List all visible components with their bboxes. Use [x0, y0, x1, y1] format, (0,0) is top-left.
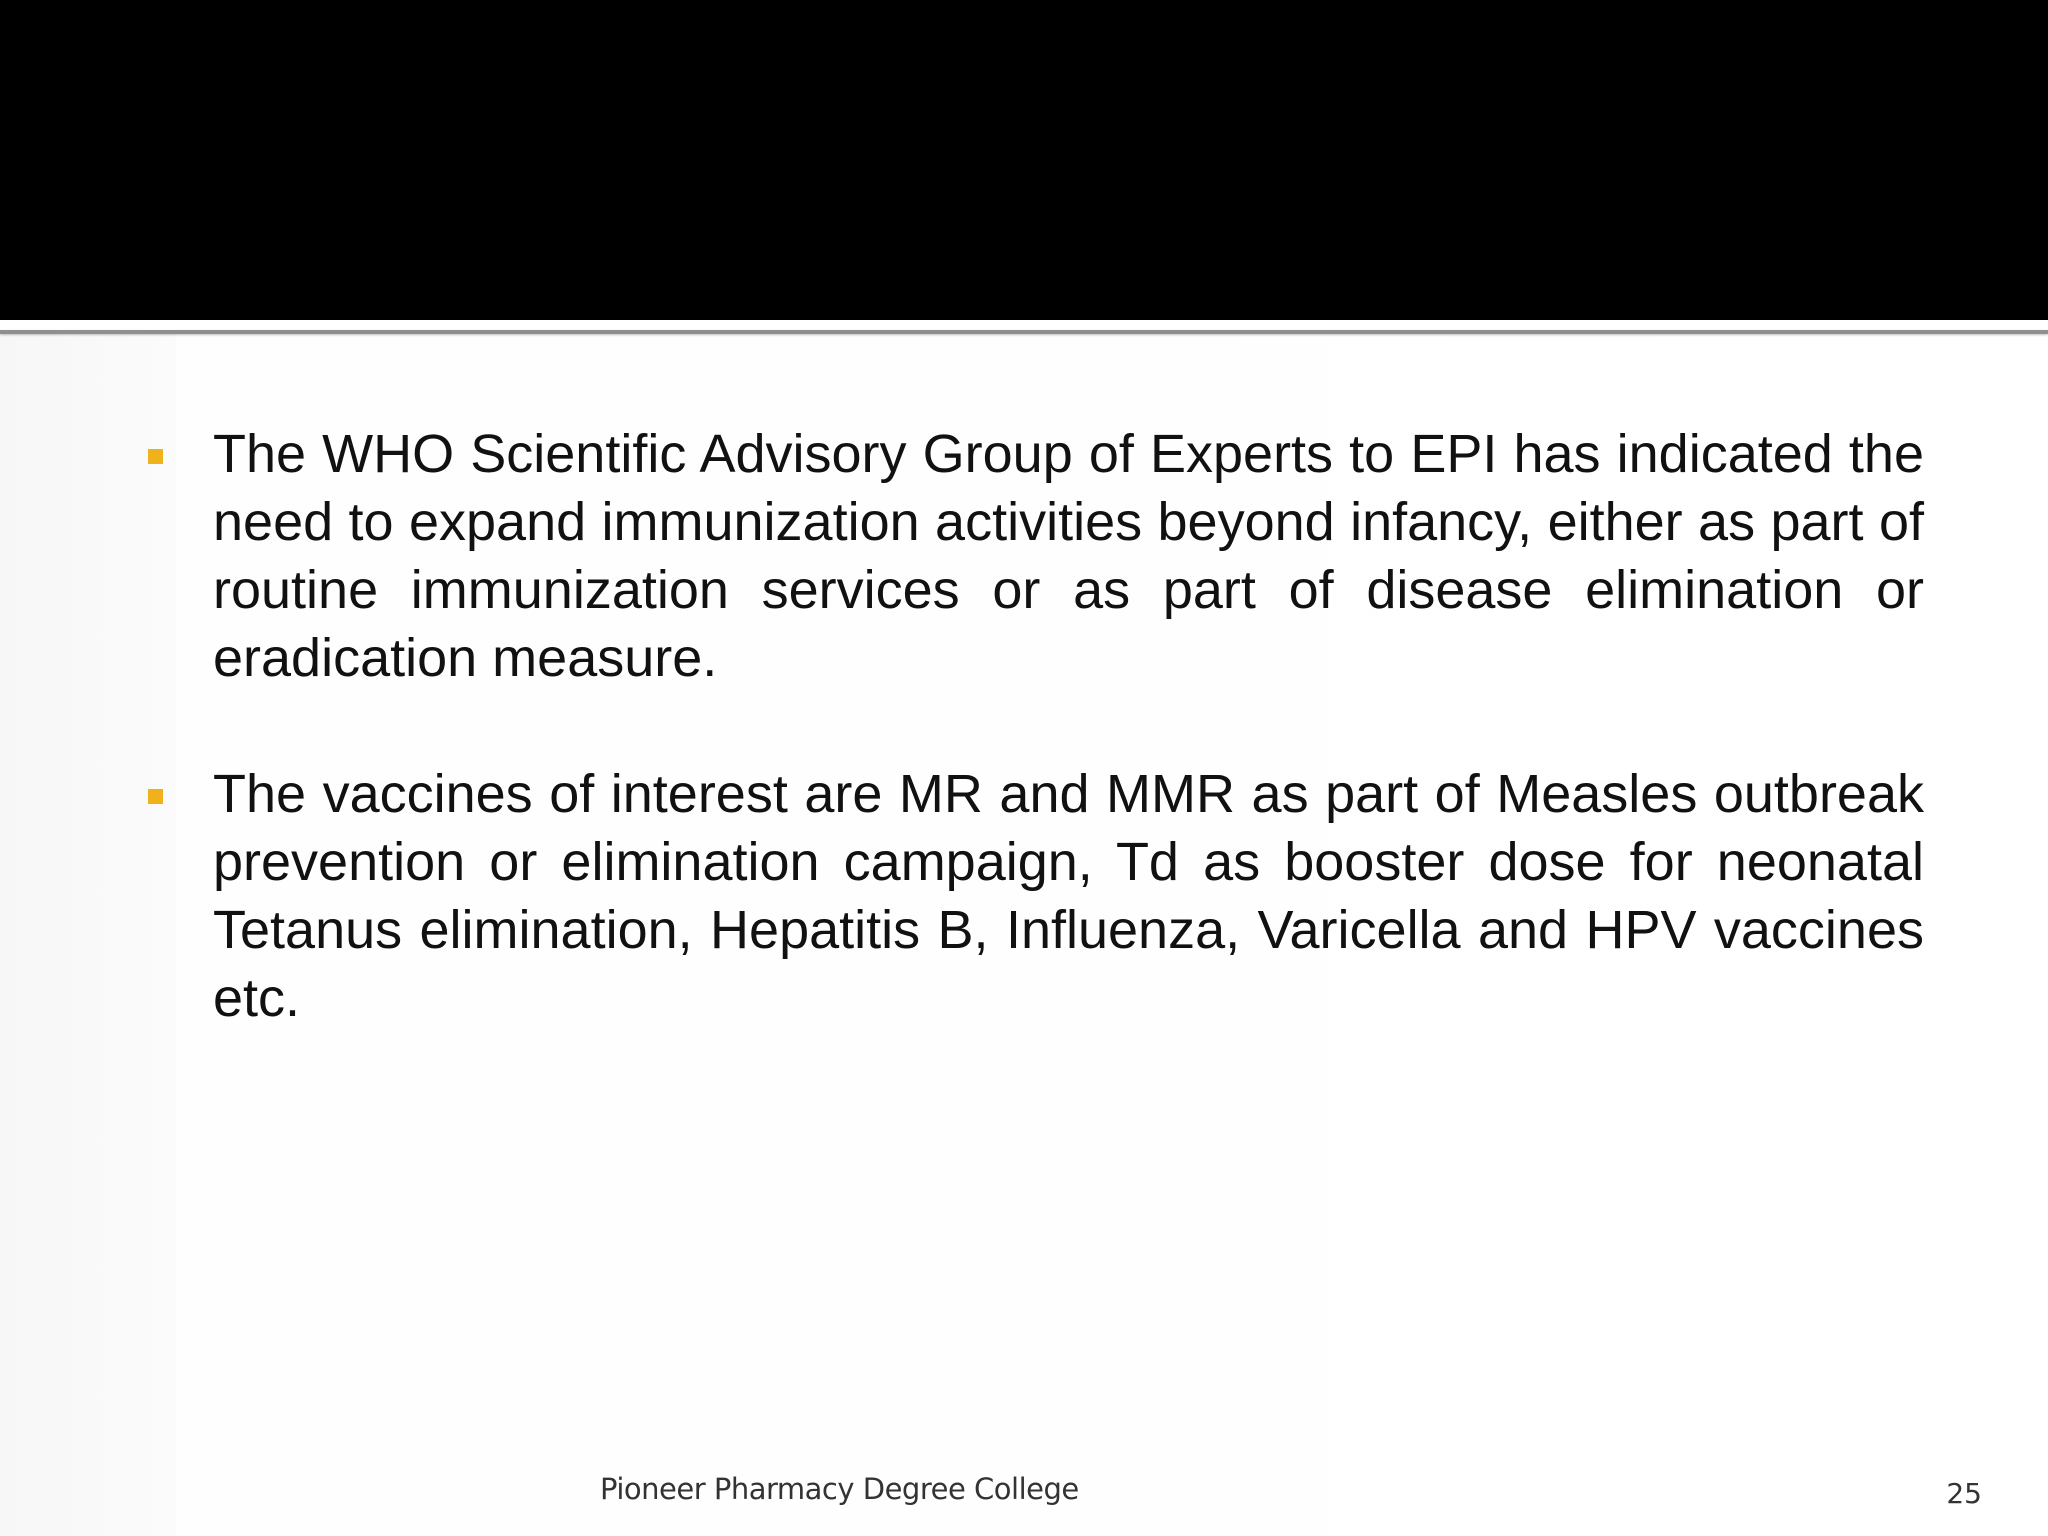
bullet-text: The WHO Scientific Advisory Group of Experts to EPI has indicated the need to expand immunization activities beyond infancy, either as part of routine immunization services or as part of disease elimination or eradication measure. — [213, 424, 1924, 688]
bullet-text: The vaccines of interest are MR and MMR as part of Measles outbreak prevention or elimination campaign, Td as booster dose for neonatal Tetanus elimination, Hepatitis B, Influenza, Varicella and HPV vaccines etc. — [213, 764, 1924, 1028]
bullet-item — [138, 420, 1924, 692]
bullet-list — [138, 420, 1924, 1100]
footer-college-name: Pioneer Pharmacy Degree College — [600, 1472, 1079, 1506]
title-bar — [0, 0, 2048, 320]
title-divider-white — [0, 320, 2048, 330]
bullet-item — [138, 760, 1924, 1032]
square-bullet-icon — [148, 789, 163, 804]
page-number: 25 — [1946, 1477, 1982, 1510]
title-divider-gray — [0, 330, 2048, 334]
square-bullet-icon — [148, 449, 163, 464]
